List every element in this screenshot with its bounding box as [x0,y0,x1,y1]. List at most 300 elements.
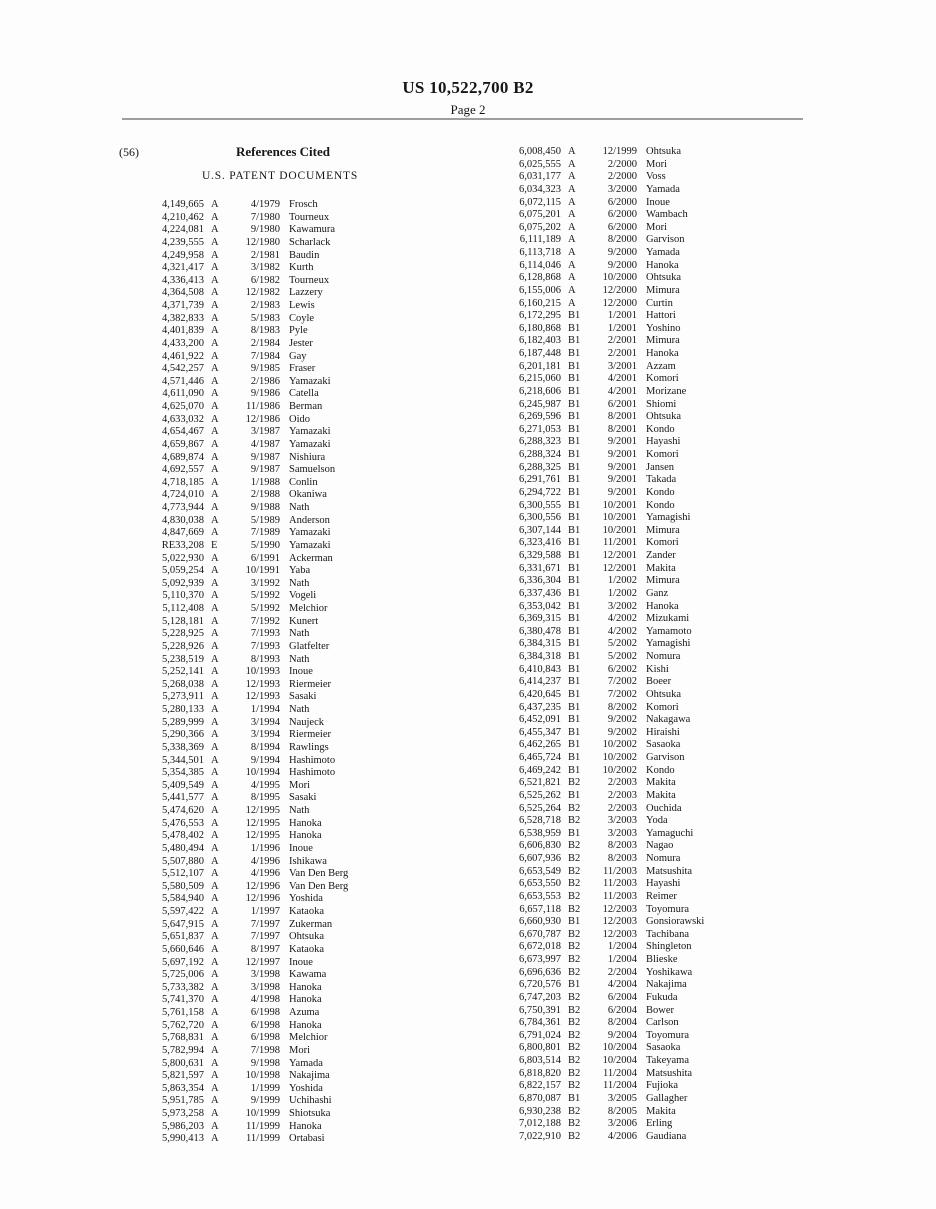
kind-code: A [211,262,219,274]
patent-number: 5,476,553 [162,817,204,829]
issue-date: 5/1992 [250,590,280,602]
patent-number: 6,420,645 [519,688,561,700]
patent-reference-row [148,893,448,906]
patent-reference-row [505,840,805,853]
inventor-name: Mimura [646,284,680,296]
patent-number: 5,651,837 [162,931,204,943]
issue-date: 4/1998 [250,994,280,1006]
patent-number: 4,633,032 [162,413,204,425]
kind-code: B1 [568,739,581,751]
patent-number: 6,034,323 [519,183,561,195]
patent-number: 6,114,046 [519,259,561,271]
inventor-name: Inoue [289,956,313,968]
inventor-name: Jester [289,337,313,349]
patent-reference-row [505,777,805,790]
inventor-name: Shiomi [646,398,677,410]
patent-number: 5,478,402 [162,830,204,842]
patent-reference-row [148,237,448,250]
patent-number: 6,075,202 [519,221,561,233]
issue-date: 8/1994 [250,741,280,753]
references-right-column [505,146,805,1143]
patent-reference-row [148,704,448,717]
inventor-name: Matsushita [646,1067,693,1079]
patent-number: 6,271,053 [519,423,561,435]
inventor-name: Mori [646,221,667,233]
kind-code: A [211,1007,219,1018]
issue-date: 6/2000 [607,196,637,208]
issue-date: 9/1999 [250,1095,280,1107]
issue-date: 2/2000 [607,171,637,183]
inventor-name: Hiraishi [646,726,680,738]
kind-code: B1 [568,701,581,713]
inventor-name: Gonsiorawski [646,916,705,928]
issue-date: 6/1982 [250,274,280,286]
issue-date: 6/2001 [607,398,637,410]
patent-reference-row [505,739,805,752]
patent-number: 5,725,006 [162,969,204,981]
kind-code: A [211,994,219,1006]
patent-reference-row [505,525,805,538]
patent-reference-row [505,992,805,1005]
patent-number: 6,113,718 [519,247,561,258]
inventor-name: Nath [289,653,310,665]
inventor-name: Tourneux [289,274,330,286]
issue-date: 2/2003 [607,777,637,789]
issue-date: 6/1998 [250,1007,280,1018]
inventor-name: Carlson [646,1017,679,1029]
patent-number: 5,480,494 [162,842,204,854]
inventor-name: Kondo [646,764,675,776]
inventor-name: Mimura [646,575,680,587]
patent-reference-row [148,338,448,351]
patent-number: 6,128,868 [519,272,561,284]
inventor-name: Frosch [289,199,318,210]
patent-number: 4,692,557 [162,464,204,476]
issue-date: 12/1980 [245,236,280,248]
kind-code: A [211,1120,219,1132]
kind-code: A [568,158,576,170]
patent-reference-row [148,931,448,944]
kind-code: B1 [568,752,581,763]
patent-reference-row [505,626,805,639]
patent-number: 4,659,867 [162,438,204,450]
kind-code: A [568,183,576,195]
patent-reference-row [148,957,448,970]
patent-reference-row [148,212,448,225]
patent-number: 6,469,242 [519,764,561,776]
kind-code: B2 [568,1105,581,1117]
inventor-name: Kondo [646,499,675,511]
kind-code: A [211,337,219,349]
kind-code: A [211,628,219,640]
patent-reference-row [505,967,805,980]
kind-code: B1 [568,423,581,435]
issue-date: 1/2001 [607,322,637,334]
patent-number: RE33,208 [161,539,204,551]
kind-code: B2 [568,1130,581,1142]
patent-number: 5,768,831 [162,1032,204,1044]
kind-code: B1 [568,613,581,625]
kind-code: B2 [568,802,581,814]
inventor-name: Yamazaki [289,426,331,438]
issue-date: 2/1984 [250,337,280,349]
patent-number: 6,160,215 [519,297,561,309]
kind-code: B1 [568,827,581,839]
inventor-name: Nath [289,805,310,816]
inventor-name: Garvison [646,234,685,246]
patent-reference-row [148,553,448,566]
patent-number: 5,110,370 [162,590,204,602]
issue-date: 12/1995 [245,817,280,829]
kind-code: B2 [568,954,581,965]
inventor-name: Makita [646,777,676,789]
inventor-name: Sasaki [289,691,317,703]
inventor-name: Samuelson [289,464,336,476]
inventor-name: Van Den Berg [289,868,349,880]
patent-number: 6,201,181 [519,360,561,372]
kind-code: B1 [568,322,581,334]
kind-code: B2 [568,777,581,789]
kind-code: A [568,272,576,284]
kind-code: B1 [568,638,581,650]
document-title: US 10,522,700 B2 [402,78,534,97]
kind-code: A [568,171,576,183]
patent-reference-row [505,386,805,399]
kind-code: B1 [568,600,581,612]
inventor-name: Komori [646,449,679,460]
patent-number: 5,660,646 [162,943,204,955]
patent-reference-row [148,300,448,313]
kind-code: B1 [568,688,581,700]
issue-date: 8/2003 [607,840,637,852]
inventor-name: Kataoka [289,906,324,917]
patent-number: 4,336,413 [162,274,204,286]
kind-code: A [211,729,219,741]
kind-code: B1 [568,714,581,726]
patent-reference-row [148,906,448,919]
kind-code: B2 [568,1080,581,1092]
patent-reference-row [148,717,448,730]
issue-date: 10/1991 [245,565,280,577]
inventor-name: Yamaguchi [646,827,694,839]
issue-date: 6/1991 [250,552,280,564]
patent-reference-row [148,477,448,490]
patent-reference-row [505,765,805,778]
patent-reference-row [505,1055,805,1068]
issue-date: 4/2002 [607,625,637,637]
kind-code: B2 [568,991,581,1003]
issue-date: 1/1996 [250,842,280,854]
patent-number: 6,294,722 [519,486,561,498]
inventor-name: Inoue [289,842,313,854]
patent-number: 6,410,843 [519,663,561,675]
issue-date: 10/2001 [602,524,637,536]
kind-code: A [211,969,219,981]
patent-number: 5,474,620 [162,805,204,816]
kind-code: A [211,754,219,766]
kind-code: A [211,615,219,627]
kind-code: A [568,234,576,246]
inventor-name: Conlin [289,476,318,488]
issue-date: 2/2001 [607,348,637,359]
patent-reference-row [505,1093,805,1106]
kind-code: A [211,438,219,450]
issue-date: 6/1998 [250,1032,280,1044]
inventor-name: Hashimoto [289,754,336,766]
patent-number: 6,337,436 [519,587,561,599]
issue-date: 3/2006 [607,1118,637,1130]
inventor-name: Melchior [289,1032,328,1044]
inventor-name: Garvison [646,752,685,763]
issue-date: 4/2001 [607,373,637,385]
inventor-name: Oido [289,413,310,425]
inventor-name: Matsushita [646,865,693,877]
inventor-name: Gay [289,350,307,362]
issue-date: 10/2001 [602,512,637,524]
inventor-name: Komori [646,537,679,549]
kind-code: A [211,1057,219,1069]
patent-reference-row [505,159,805,172]
patent-reference-row [505,828,805,841]
issue-date: 11/1999 [245,1120,280,1132]
inventor-name: Scharlack [289,236,331,248]
issue-date: 5/2002 [607,651,637,662]
inventor-name: Okaniwa [289,489,327,501]
patent-number: 5,128,181 [162,615,204,627]
patent-reference-row [148,679,448,692]
kind-code: A [211,464,219,476]
kind-code: A [568,209,576,221]
patent-number: 4,724,010 [162,489,204,501]
patent-reference-row [505,209,805,222]
patent-number: 6,437,235 [519,701,561,713]
issue-date: 5/1983 [250,312,280,324]
patent-number: 4,625,070 [162,401,204,412]
patent-reference-row [148,275,448,288]
patent-number: 5,647,915 [162,918,204,930]
inventor-name: Yamada [289,1057,323,1069]
kind-code: B1 [568,1092,581,1104]
patent-number: 6,747,203 [519,991,561,1003]
patent-reference-row [505,298,805,311]
issue-date: 3/1998 [250,969,280,981]
patent-number: 5,441,577 [162,792,204,804]
issue-date: 2/2003 [607,789,637,801]
patent-number: 6,607,936 [519,853,561,864]
kind-code: A [211,565,219,577]
inventor-name: Erling [646,1118,673,1130]
inventor-name: Makita [646,562,676,574]
patent-reference-row [505,689,805,702]
issue-date: 12/1995 [245,830,280,842]
inventor-name: Fukuda [646,991,678,1003]
inventor-name: Uchihashi [289,1095,332,1107]
patent-number: 5,112,408 [162,603,204,614]
patent-reference-row [148,376,448,389]
references-cited-heading: References Cited [236,144,330,159]
issue-date: 8/2000 [607,234,637,246]
patent-number: 5,228,926 [162,640,204,652]
patent-reference-row [148,792,448,805]
issue-date: 12/1986 [245,413,280,425]
issue-date: 12/2000 [602,284,637,296]
patent-reference-row [148,603,448,616]
patent-number: 5,800,631 [162,1057,204,1069]
issue-date: 1/2001 [607,310,637,322]
inventor-name: Mimura [646,335,680,347]
kind-code: B1 [568,916,581,928]
kind-code: A [211,350,219,362]
issue-date: 7/2002 [607,676,637,688]
patent-number: 6,720,576 [519,979,561,991]
issue-date: 3/1994 [250,716,280,728]
patent-reference-row [148,616,448,629]
kind-code: B1 [568,461,581,473]
kind-code: B1 [568,625,581,637]
patent-number: 6,870,087 [519,1092,561,1104]
inventor-name: Jansen [646,461,674,473]
patent-number: 6,673,997 [519,954,561,965]
issue-date: 12/1993 [245,678,280,690]
patent-number: 6,288,324 [519,449,561,460]
patent-number: 6,300,555 [519,499,561,511]
inventor-name: Nomura [646,853,681,864]
patent-number: 5,973,258 [162,1108,204,1119]
issue-date: 3/1987 [250,426,280,438]
kind-code: A [211,603,219,614]
issue-date: 9/2001 [607,449,637,460]
issue-date: 10/2000 [602,272,637,284]
patent-reference-row [148,1020,448,1033]
inventor-name: Nomura [646,651,681,662]
kind-code: A [211,1044,219,1056]
kind-code: A [211,678,219,690]
kind-code: A [211,716,219,728]
patent-number: 6,696,636 [519,966,561,978]
patent-number: 6,822,157 [519,1080,561,1092]
patent-number: 6,307,144 [519,524,561,536]
inventor-name: Baudin [289,249,320,261]
patent-reference-row [148,287,448,300]
patent-reference-row [148,313,448,326]
inventor-name: Mori [289,779,310,791]
inventor-name: Hanoka [289,1019,322,1031]
kind-code: A [211,640,219,652]
issue-date: 9/1994 [250,754,280,766]
inventor-name: Azuma [289,1007,320,1018]
inventor-name: Kurth [289,262,314,274]
issue-date: 9/2001 [607,474,637,486]
inventor-name: Takada [646,474,677,486]
kind-code: A [211,527,219,539]
issue-date: 2/2004 [607,966,637,978]
kind-code: A [568,284,576,296]
patent-number: 6,538,959 [519,827,561,839]
kind-code: B1 [568,348,581,359]
issue-date: 6/2004 [607,1004,637,1016]
inventor-name: Hanoka [289,817,322,829]
kind-code: A [211,577,219,589]
inventor-name: Ackerman [289,552,333,564]
inventor-name: Kishi [646,663,669,675]
issue-date: 3/2001 [607,360,637,372]
patent-number: 6,455,347 [519,726,561,738]
kind-code: B2 [568,941,581,953]
kind-code: A [211,880,219,892]
kind-code: B1 [568,398,581,410]
kind-code: B1 [568,524,581,536]
kind-code: A [568,259,576,271]
patent-number: 6,818,820 [519,1067,561,1079]
issue-date: 9/1987 [250,451,280,463]
issue-date: 7/1989 [250,527,280,539]
inventor-name: Nishiura [289,451,326,463]
patent-number: 5,268,038 [162,678,204,690]
patent-number: 6,072,115 [519,196,561,208]
patent-number: 6,075,201 [519,209,561,221]
issue-date: 12/1997 [245,956,280,968]
patent-number: 5,289,999 [162,716,204,728]
patent-number: 6,155,006 [519,284,561,296]
kind-code: A [211,312,219,324]
patent-reference-row [505,449,805,462]
inventor-name: Yoshida [289,1082,323,1094]
kind-code: B1 [568,789,581,801]
inventor-name: Yamada [646,183,680,195]
issue-date: 9/1985 [250,363,280,375]
kind-code: A [211,413,219,425]
inventor-name: Shiotsuka [289,1108,331,1119]
kind-code: A [568,146,576,157]
patent-reference-row [505,234,805,247]
kind-code: B1 [568,663,581,675]
patent-number: 6,462,265 [519,739,561,751]
patent-reference-row [148,919,448,932]
patent-number: 6,525,262 [519,789,561,801]
patent-number: 5,951,785 [162,1095,204,1107]
patent-number: 5,238,519 [162,653,204,665]
issue-date: 4/1979 [250,199,280,210]
patent-reference-row [148,250,448,263]
patent-reference-row [148,1045,448,1058]
patent-number: 4,847,669 [162,527,204,539]
patent-reference-row [148,1032,448,1045]
issue-date: 1/2004 [607,941,637,953]
inventor-name: Vogeli [289,590,317,602]
inventor-name: Catella [289,388,319,400]
kind-code: A [211,653,219,665]
issue-date: 12/1982 [245,287,280,299]
patent-reference-row [148,578,448,591]
us-patent-documents-heading: U.S. PATENT DOCUMENTS [201,170,359,182]
patent-reference-row [505,941,805,954]
patent-reference-row [505,1030,805,1043]
kind-code: B2 [568,890,581,902]
issue-date: 10/2001 [602,499,637,511]
patent-number: 4,611,090 [162,388,204,400]
patent-number: 6,657,118 [519,903,561,915]
kind-code: B1 [568,587,581,599]
patent-reference-row [505,146,805,159]
kind-code: B1 [568,486,581,498]
issue-date: 8/1983 [250,325,280,337]
patent-reference-row [505,904,805,917]
issue-date: 10/2004 [602,1055,637,1066]
patent-number: 4,321,417 [162,262,204,274]
kind-code: B2 [568,840,581,852]
inventor-name: Hanoka [646,600,679,612]
inventor-name: Nakajima [646,979,687,991]
